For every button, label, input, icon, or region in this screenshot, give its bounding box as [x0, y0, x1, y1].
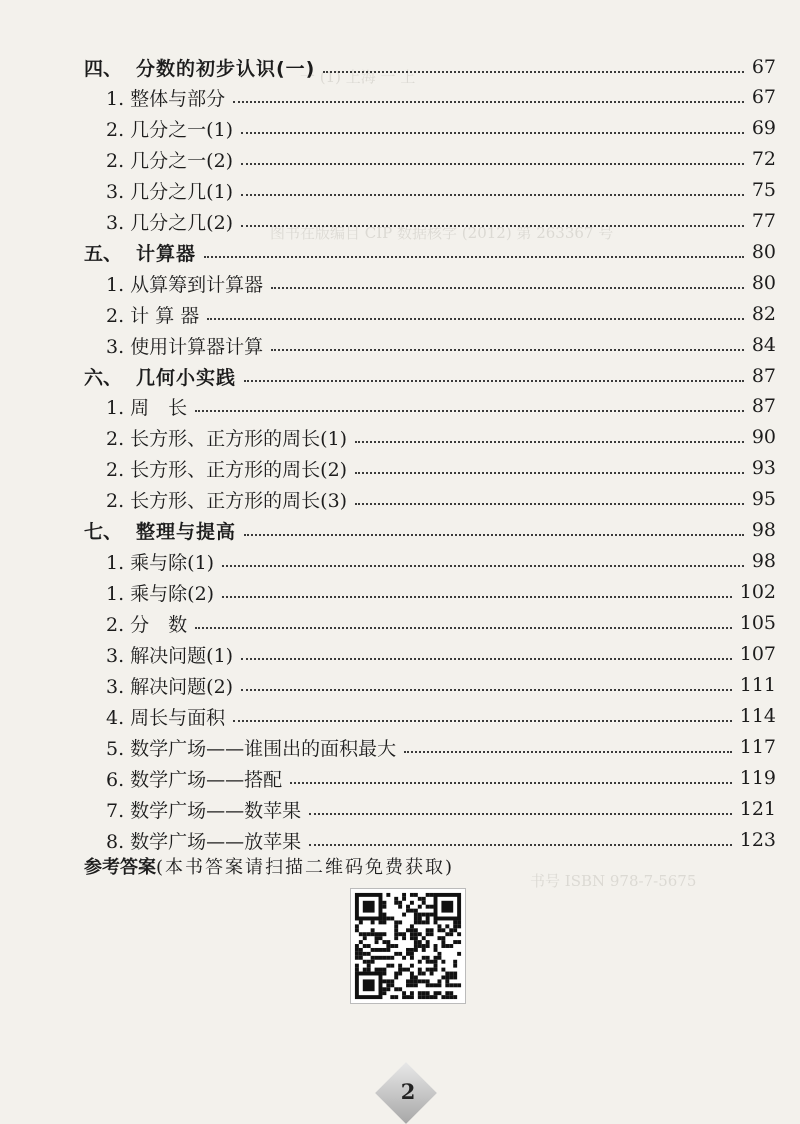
dot-leader	[271, 347, 744, 351]
page-ref: 114	[739, 705, 776, 727]
chapter-title: 几何小实践	[136, 366, 237, 389]
page-ref: 93	[751, 457, 776, 479]
dot-leader	[195, 408, 744, 412]
toc-section-row[interactable]	[0, 670, 776, 700]
page-ref: 102	[739, 581, 776, 603]
section-title: 3. 解决问题(1)	[106, 644, 234, 667]
toc-section-row[interactable]	[0, 608, 776, 638]
toc-chapter-row[interactable]	[0, 237, 776, 267]
toc-chapter-row[interactable]	[0, 515, 776, 545]
bleed-through-text: 一 (1) 上海 一 上	[300, 68, 416, 86]
bleed-through-text: 图书在版编目 CIP 数据核字 (2012) 第 263367 号	[270, 224, 614, 242]
section-title: 3. 解决问题(2)	[106, 675, 234, 698]
page-ref: 117	[739, 736, 776, 758]
section-title: 2. 几分之一(1)	[106, 118, 234, 141]
dot-leader	[241, 130, 744, 134]
dot-leader	[404, 749, 732, 753]
page-number: 2	[400, 1079, 416, 1104]
toc-section-row[interactable]	[0, 763, 776, 793]
dot-leader	[271, 285, 744, 289]
toc-section-row[interactable]	[0, 268, 776, 298]
answer-key-line	[84, 853, 454, 879]
toc-section-row[interactable]	[0, 825, 776, 855]
chapter-number: 六、	[84, 366, 123, 389]
section-title: 2. 长方形、正方形的周长(1)	[106, 427, 348, 450]
page-ref: 95	[751, 488, 776, 510]
section-title: 1. 周 长	[106, 396, 188, 419]
page-ref: 121	[739, 798, 776, 820]
toc-chapter-row[interactable]	[0, 361, 776, 391]
section-title: 3. 使用计算器计算	[106, 335, 264, 358]
section-title: 3. 几分之几(2)	[106, 211, 234, 234]
dot-leader	[241, 161, 744, 165]
page-ref: 82	[751, 303, 776, 325]
toc-section-row[interactable]	[0, 577, 776, 607]
page-ref: 107	[739, 643, 776, 665]
toc-section-row[interactable]	[0, 330, 776, 360]
page-ref: 80	[751, 241, 776, 263]
page-ref: 69	[751, 117, 776, 139]
page-ref: 111	[739, 674, 776, 696]
toc-section-row[interactable]	[0, 144, 776, 174]
chapter-number: 五、	[84, 242, 123, 265]
dot-leader	[241, 656, 732, 660]
section-title: 2. 计 算 器	[106, 304, 200, 327]
dot-leader	[233, 99, 744, 103]
dot-leader	[222, 563, 744, 567]
section-title: 6. 数学广场——搭配	[106, 768, 283, 791]
dot-leader	[323, 69, 743, 73]
page-ref: 119	[739, 767, 776, 789]
page-ref: 84	[751, 334, 776, 356]
dot-leader	[241, 192, 744, 196]
dot-leader	[309, 811, 732, 815]
toc-section-row[interactable]	[0, 206, 776, 236]
section-title: 7. 数学广场——数苹果	[106, 799, 302, 822]
toc-section-row[interactable]	[0, 546, 776, 576]
section-title: 1. 整体与部分	[106, 87, 226, 110]
toc-section-row[interactable]	[0, 113, 776, 143]
dot-leader	[204, 254, 744, 258]
section-title: 2. 几分之一(2)	[106, 149, 234, 172]
page-number-badge	[370, 1065, 446, 1121]
page-ref: 123	[739, 829, 776, 851]
toc-chapter-row[interactable]	[0, 52, 776, 82]
dot-leader	[233, 718, 732, 722]
page-ref: 87	[751, 365, 776, 387]
answer-key-title: 参考答案	[84, 857, 156, 878]
section-title: 8. 数学广场——放苹果	[106, 830, 302, 853]
answer-key-note: (本书答案请扫描二维码免费获取)	[156, 857, 455, 878]
dot-leader	[355, 470, 744, 474]
dot-leader	[207, 316, 744, 320]
dot-leader	[195, 625, 732, 629]
section-title: 4. 周长与面积	[106, 706, 226, 729]
chapter-number: 四、	[84, 57, 123, 80]
page-ref: 105	[739, 612, 776, 634]
section-title: 1. 乘与除(1)	[106, 551, 215, 574]
page-ref: 77	[751, 210, 776, 232]
dot-leader	[355, 439, 744, 443]
section-title: 1. 从算筹到计算器	[106, 273, 264, 296]
toc-section-row[interactable]	[0, 82, 776, 112]
toc-section-row[interactable]	[0, 453, 776, 483]
section-title: 5. 数学广场——谁围出的面积最大	[106, 737, 397, 760]
toc-section-row[interactable]	[0, 794, 776, 824]
qr-code-icon[interactable]	[350, 888, 466, 1004]
dot-leader	[241, 687, 732, 691]
section-title: 3. 几分之几(1)	[106, 180, 234, 203]
dot-leader	[244, 532, 744, 536]
chapter-number: 七、	[84, 520, 123, 543]
section-title: 2. 长方形、正方形的周长(2)	[106, 458, 348, 481]
chapter-title: 计算器	[136, 242, 197, 265]
toc-section-row[interactable]	[0, 391, 776, 421]
toc-section-row[interactable]	[0, 299, 776, 329]
toc-section-row[interactable]	[0, 484, 776, 514]
toc-section-row[interactable]	[0, 639, 776, 669]
section-title: 1. 乘与除(2)	[106, 582, 215, 605]
dot-leader	[241, 223, 744, 227]
toc-section-row[interactable]	[0, 701, 776, 731]
page-ref: 75	[751, 179, 776, 201]
toc-section-row[interactable]	[0, 422, 776, 452]
section-title: 2. 分 数	[106, 613, 188, 636]
chapter-title: 整理与提高	[136, 520, 237, 543]
page-ref: 87	[751, 395, 776, 417]
section-title: 2. 长方形、正方形的周长(3)	[106, 489, 348, 512]
dot-leader	[222, 594, 732, 598]
dot-leader	[244, 378, 744, 382]
page-ref: 67	[751, 86, 776, 108]
page-ref: 90	[751, 426, 776, 448]
toc-section-row[interactable]	[0, 175, 776, 205]
page-ref: 98	[751, 550, 776, 572]
page-ref: 98	[751, 519, 776, 541]
toc-section-row[interactable]	[0, 732, 776, 762]
dot-leader	[290, 780, 732, 784]
page-ref: 67	[751, 56, 776, 78]
chapter-title: 分数的初步认识(一)	[136, 57, 316, 80]
dot-leader	[309, 842, 732, 846]
dot-leader	[355, 501, 744, 505]
page-ref: 80	[751, 272, 776, 294]
bleed-through-text: 书号 ISBN 978-7-5675	[530, 872, 697, 890]
page-ref: 72	[751, 148, 776, 170]
